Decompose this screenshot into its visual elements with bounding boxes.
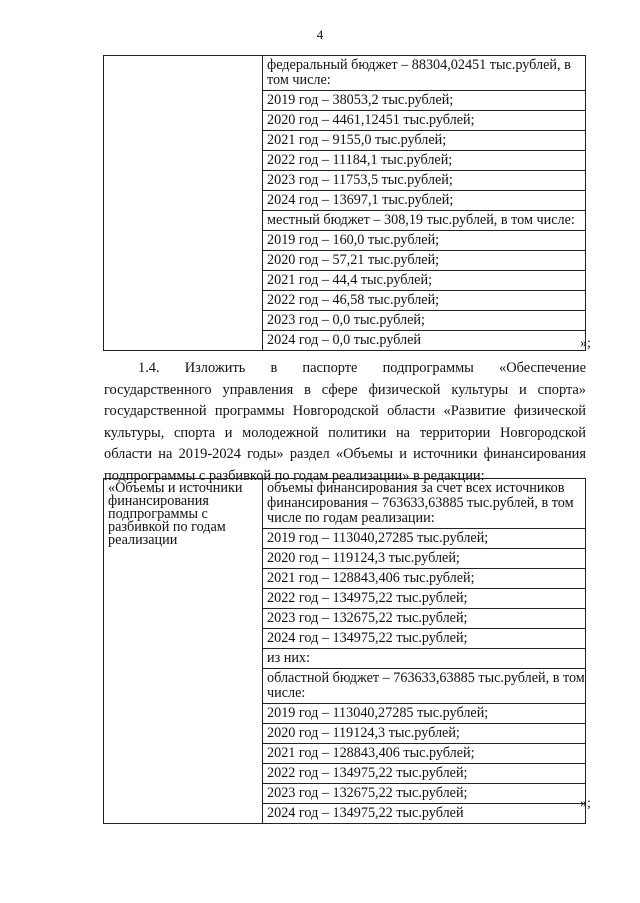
table2-line: 2024 год – 134975,22 тыс.рублей [267,805,464,821]
table1-line: 2021 год – 9155,0 тыс.рублей; [263,131,585,151]
table1-line: 2020 год – 57,21 тыс.рублей; [263,251,585,271]
table1-line: 2019 год – 160,0 тыс.рублей; [263,231,585,251]
table1-line: 2019 год – 38053,2 тыс.рублей; [263,91,585,111]
table1-right-cell [263,56,586,351]
table2-line: 2021 год – 128843,406 тыс.рублей; [263,744,585,764]
table2-line: 2021 год – 128843,406 тыс.рублей; [263,569,585,589]
funding-table-regional [103,478,586,824]
table1-line: местный бюджет – 308,19 тыс.рублей, в том числе: [263,211,585,231]
table1-line: 2022 год – 11184,1 тыс.рублей; [263,151,585,171]
funding-table-federal-local [103,55,586,351]
table1-line: 2024 год – 0,0 тыс.рублей [267,332,421,348]
table2-line: из них: [263,649,585,669]
page-number: 4 [316,27,324,42]
table2-line: 2024 год – 134975,22 тыс.рублей; [263,629,585,649]
table1-lines [263,56,585,350]
table1-line: 2020 год – 4461,12451 тыс.рублей; [263,111,585,131]
table2-left-cell: «Объемы и источники финансирования подпрограммы с разбивкой по годам реализации [104,479,263,824]
table2-line: объемы финансирования за счет всех источников финансирования – 763633,63885 тыс.рублей, в том числе по годам реализации: [263,479,585,529]
table2-line: 2023 год – 132675,22 тыс.рублей; [263,609,585,629]
table2-line: областной бюджет – 763633,63885 тыс.рублей, в том числе: [263,669,585,704]
amendment-paragraph [104,358,586,487]
table2-line: 2022 год – 134975,22 тыс.рублей; [263,764,585,784]
table2-line: 2022 год – 134975,22 тыс.рублей; [263,589,585,609]
table2-right-cell [263,479,586,824]
paragraph-text: 1.4. Изложить в паспорте подпрограммы «Обеспечение государственного управления в сфере физической культуры и спорта» государственной программы Новгородской области «Развитие физической культуры, спорта и молодежной политики на территории Новгородской области на 2019-2024 годы» раздел «Объемы и источники финансирования подпрограммы с разбивкой по годам реализации» в редакции: [104,360,586,484]
table1-left-cell [104,56,263,351]
table2-line: 2019 год – 113040,27285 тыс.рублей; [263,529,585,549]
table2-line: 2020 год – 119124,3 тыс.рублей; [263,724,585,744]
table1-line: 2022 год – 46,58 тыс.рублей; [263,291,585,311]
table1-line: 2023 год – 11753,5 тыс.рублей; [263,171,585,191]
table1-line: 2021 год – 44,4 тыс.рублей; [263,271,585,291]
table2-lines [263,479,585,823]
table1-line: федеральный бюджет – 88304,02451 тыс.рублей, в том числе: [263,56,585,91]
table2-line: 2020 год – 119124,3 тыс.рублей; [263,549,585,569]
table2-closing-quote: »; [580,796,591,811]
table1-closing-quote: »; [580,336,591,351]
table1-line: 2024 год – 13697,1 тыс.рублей; [263,191,585,211]
table2-line: 2023 год – 132675,22 тыс.рублей; [263,784,585,804]
table1-line: 2023 год – 0,0 тыс.рублей; [263,311,585,331]
table2-line: 2019 год – 113040,27285 тыс.рублей; [263,704,585,724]
